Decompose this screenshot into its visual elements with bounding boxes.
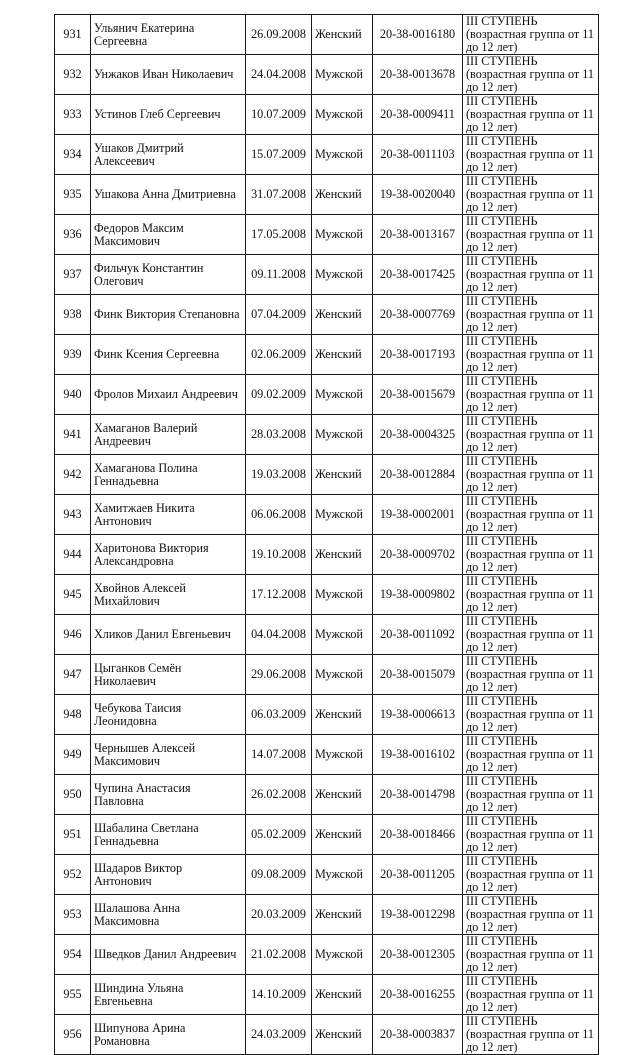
stage-level: III СТУПЕНЬ (возрастная группа от 11 до 12 лет) [463,1015,599,1055]
birth-date: 06.06.2008 [246,495,312,535]
participant-id: 19-38-0009802 [373,575,463,615]
gender: Женский [312,775,373,815]
participant-name: Ушакова Анна Дмитриевна [91,175,246,215]
gender: Женский [312,1015,373,1055]
participant-name: Хамаганов Валерий Андреевич [91,415,246,455]
participant-name: Шиндина Ульяна Евгеньевна [91,975,246,1015]
row-number: 944 [55,535,91,575]
birth-date: 26.09.2008 [246,15,312,55]
birth-date: 24.04.2008 [246,55,312,95]
participant-id: 20-38-0016180 [373,15,463,55]
table-row [55,775,599,815]
row-number: 934 [55,135,91,175]
table-row [55,935,599,975]
row-number: 936 [55,215,91,255]
stage-level: III СТУПЕНЬ (возрастная группа от 11 до 12 лет) [463,495,599,535]
birth-date: 04.04.2008 [246,615,312,655]
row-number: 946 [55,615,91,655]
participant-id: 20-38-0018466 [373,815,463,855]
participant-id: 20-38-0013678 [373,55,463,95]
row-number: 956 [55,1015,91,1055]
table-row [55,95,599,135]
participant-id: 20-38-0017425 [373,255,463,295]
table-row [55,895,599,935]
row-number: 935 [55,175,91,215]
participants-table [54,14,599,1055]
gender: Женский [312,175,373,215]
gender: Мужской [312,615,373,655]
participant-name: Фролов Михаил Андреевич [91,375,246,415]
stage-level: III СТУПЕНЬ (возрастная группа от 11 до 12 лет) [463,935,599,975]
gender: Мужской [312,935,373,975]
birth-date: 19.03.2008 [246,455,312,495]
participant-id: 20-38-0015079 [373,655,463,695]
participant-id: 20-38-0011092 [373,615,463,655]
table-row [55,15,599,55]
participant-id: 20-38-0011205 [373,855,463,895]
participants-table-body [55,15,599,1055]
participant-name: Шадаров Виктор Антонович [91,855,246,895]
stage-level: III СТУПЕНЬ (возрастная группа от 11 до 12 лет) [463,975,599,1015]
stage-level: III СТУПЕНЬ (возрастная группа от 11 до 12 лет) [463,295,599,335]
stage-level: III СТУПЕНЬ (возрастная группа от 11 до 12 лет) [463,735,599,775]
gender: Мужской [312,95,373,135]
participant-id: 20-38-0007769 [373,295,463,335]
participant-id: 19-38-0006613 [373,695,463,735]
birth-date: 15.07.2009 [246,135,312,175]
birth-date: 14.10.2009 [246,975,312,1015]
table-row [55,735,599,775]
birth-date: 09.02.2009 [246,375,312,415]
row-number: 943 [55,495,91,535]
gender: Женский [312,455,373,495]
stage-level: III СТУПЕНЬ (возрастная группа от 11 до 12 лет) [463,15,599,55]
row-number: 950 [55,775,91,815]
gender: Мужской [312,655,373,695]
birth-date: 31.07.2008 [246,175,312,215]
row-number: 932 [55,55,91,95]
participant-name: Финк Ксения Сергеевна [91,335,246,375]
participant-id: 19-38-0020040 [373,175,463,215]
table-row [55,975,599,1015]
row-number: 947 [55,655,91,695]
stage-level: III СТУПЕНЬ (возрастная группа от 11 до 12 лет) [463,535,599,575]
participant-name: Чернышев Алексей Максимович [91,735,246,775]
row-number: 954 [55,935,91,975]
row-number: 940 [55,375,91,415]
birth-date: 14.07.2008 [246,735,312,775]
stage-level: III СТУПЕНЬ (возрастная группа от 11 до 12 лет) [463,775,599,815]
row-number: 952 [55,855,91,895]
table-row [55,415,599,455]
stage-level: III СТУПЕНЬ (возрастная группа от 11 до 12 лет) [463,175,599,215]
gender: Женский [312,815,373,855]
table-row [55,175,599,215]
row-number: 948 [55,695,91,735]
stage-level: III СТУПЕНЬ (возрастная группа от 11 до 12 лет) [463,135,599,175]
gender: Мужской [312,375,373,415]
row-number: 937 [55,255,91,295]
row-number: 951 [55,815,91,855]
stage-level: III СТУПЕНЬ (возрастная группа от 11 до 12 лет) [463,375,599,415]
participant-id: 19-38-0016102 [373,735,463,775]
participant-name: Ульянич Екатерина Сергеевна [91,15,246,55]
table-row [55,615,599,655]
stage-level: III СТУПЕНЬ (возрастная группа от 11 до 12 лет) [463,55,599,95]
gender: Женский [312,15,373,55]
birth-date: 07.04.2009 [246,295,312,335]
participant-name: Устинов Глеб Сергеевич [91,95,246,135]
birth-date: 09.08.2009 [246,855,312,895]
participant-name: Шабалина Светлана Геннадьевна [91,815,246,855]
table-row [55,255,599,295]
birth-date: 28.03.2008 [246,415,312,455]
row-number: 933 [55,95,91,135]
row-number: 939 [55,335,91,375]
table-row [55,695,599,735]
participant-name: Чупина Анастасия Павловна [91,775,246,815]
gender: Женский [312,895,373,935]
row-number: 942 [55,455,91,495]
row-number: 949 [55,735,91,775]
gender: Мужской [312,255,373,295]
birth-date: 09.11.2008 [246,255,312,295]
gender: Мужской [312,135,373,175]
gender: Мужской [312,215,373,255]
participant-name: Хвойнов Алексей Михайлович [91,575,246,615]
row-number: 938 [55,295,91,335]
birth-date: 24.03.2009 [246,1015,312,1055]
participant-name: Шалашова Анна Максимовна [91,895,246,935]
gender: Женский [312,335,373,375]
participant-id: 20-38-0003837 [373,1015,463,1055]
gender: Мужской [312,735,373,775]
gender: Женский [312,975,373,1015]
birth-date: 06.03.2009 [246,695,312,735]
gender: Мужской [312,575,373,615]
participant-name: Шипунова Арина Романовна [91,1015,246,1055]
table-row [55,295,599,335]
gender: Женский [312,295,373,335]
participant-name: Хамитжаев Никита Антонович [91,495,246,535]
gender: Мужской [312,855,373,895]
table-row [55,535,599,575]
stage-level: III СТУПЕНЬ (возрастная группа от 11 до 12 лет) [463,95,599,135]
stage-level: III СТУПЕНЬ (возрастная группа от 11 до 12 лет) [463,815,599,855]
table-row [55,455,599,495]
participant-id: 20-38-0015679 [373,375,463,415]
participant-id: 20-38-0014798 [373,775,463,815]
stage-level: III СТУПЕНЬ (возрастная группа от 11 до 12 лет) [463,695,599,735]
table-row [55,655,599,695]
stage-level: III СТУПЕНЬ (возрастная группа от 11 до 12 лет) [463,855,599,895]
row-number: 955 [55,975,91,1015]
participant-id: 20-38-0012305 [373,935,463,975]
birth-date: 17.05.2008 [246,215,312,255]
table-row [55,135,599,175]
birth-date: 29.06.2008 [246,655,312,695]
stage-level: III СТУПЕНЬ (возрастная группа от 11 до 12 лет) [463,415,599,455]
participant-id: 20-38-0017193 [373,335,463,375]
participant-id: 20-38-0013167 [373,215,463,255]
document-page [54,14,598,1055]
birth-date: 10.07.2009 [246,95,312,135]
table-row [55,855,599,895]
gender: Мужской [312,415,373,455]
table-row [55,55,599,95]
participant-name: Шведков Данил Андреевич [91,935,246,975]
birth-date: 20.03.2009 [246,895,312,935]
participant-name: Фильчук Константин Олегович [91,255,246,295]
table-row [55,495,599,535]
stage-level: III СТУПЕНЬ (возрастная группа от 11 до 12 лет) [463,215,599,255]
gender: Женский [312,535,373,575]
participant-name: Унжаков Иван Николаевич [91,55,246,95]
row-number: 931 [55,15,91,55]
stage-level: III СТУПЕНЬ (возрастная группа от 11 до 12 лет) [463,335,599,375]
stage-level: III СТУПЕНЬ (возрастная группа от 11 до 12 лет) [463,895,599,935]
participant-name: Хамаганова Полина Геннадьевна [91,455,246,495]
participant-id: 19-38-0012298 [373,895,463,935]
birth-date: 05.02.2009 [246,815,312,855]
stage-level: III СТУПЕНЬ (возрастная группа от 11 до 12 лет) [463,575,599,615]
stage-level: III СТУПЕНЬ (возрастная группа от 11 до 12 лет) [463,255,599,295]
gender: Женский [312,695,373,735]
participant-name: Финк Виктория Степановна [91,295,246,335]
participant-name: Хликов Данил Евгеньевич [91,615,246,655]
table-row [55,335,599,375]
gender: Мужской [312,55,373,95]
participant-name: Цыганков Семён Николаевич [91,655,246,695]
participant-id: 20-38-0016255 [373,975,463,1015]
participant-name: Чебукова Таисия Леонидовна [91,695,246,735]
birth-date: 17.12.2008 [246,575,312,615]
participant-name: Ушаков Дмитрий Алексеевич [91,135,246,175]
row-number: 953 [55,895,91,935]
participant-id: 20-38-0009411 [373,95,463,135]
participant-id: 20-38-0009702 [373,535,463,575]
table-row [55,575,599,615]
stage-level: III СТУПЕНЬ (возрастная группа от 11 до 12 лет) [463,455,599,495]
participant-id: 20-38-0011103 [373,135,463,175]
participant-id: 20-38-0004325 [373,415,463,455]
row-number: 945 [55,575,91,615]
participant-id: 20-38-0012884 [373,455,463,495]
birth-date: 02.06.2009 [246,335,312,375]
table-row [55,215,599,255]
birth-date: 19.10.2008 [246,535,312,575]
birth-date: 26.02.2008 [246,775,312,815]
stage-level: III СТУПЕНЬ (возрастная группа от 11 до 12 лет) [463,615,599,655]
stage-level: III СТУПЕНЬ (возрастная группа от 11 до 12 лет) [463,655,599,695]
table-row [55,815,599,855]
birth-date: 21.02.2008 [246,935,312,975]
gender: Мужской [312,495,373,535]
participant-id: 19-38-0002001 [373,495,463,535]
participant-name: Федоров Максим Максимович [91,215,246,255]
table-row [55,375,599,415]
row-number: 941 [55,415,91,455]
participant-name: Харитонова Виктория Александровна [91,535,246,575]
table-row [55,1015,599,1055]
